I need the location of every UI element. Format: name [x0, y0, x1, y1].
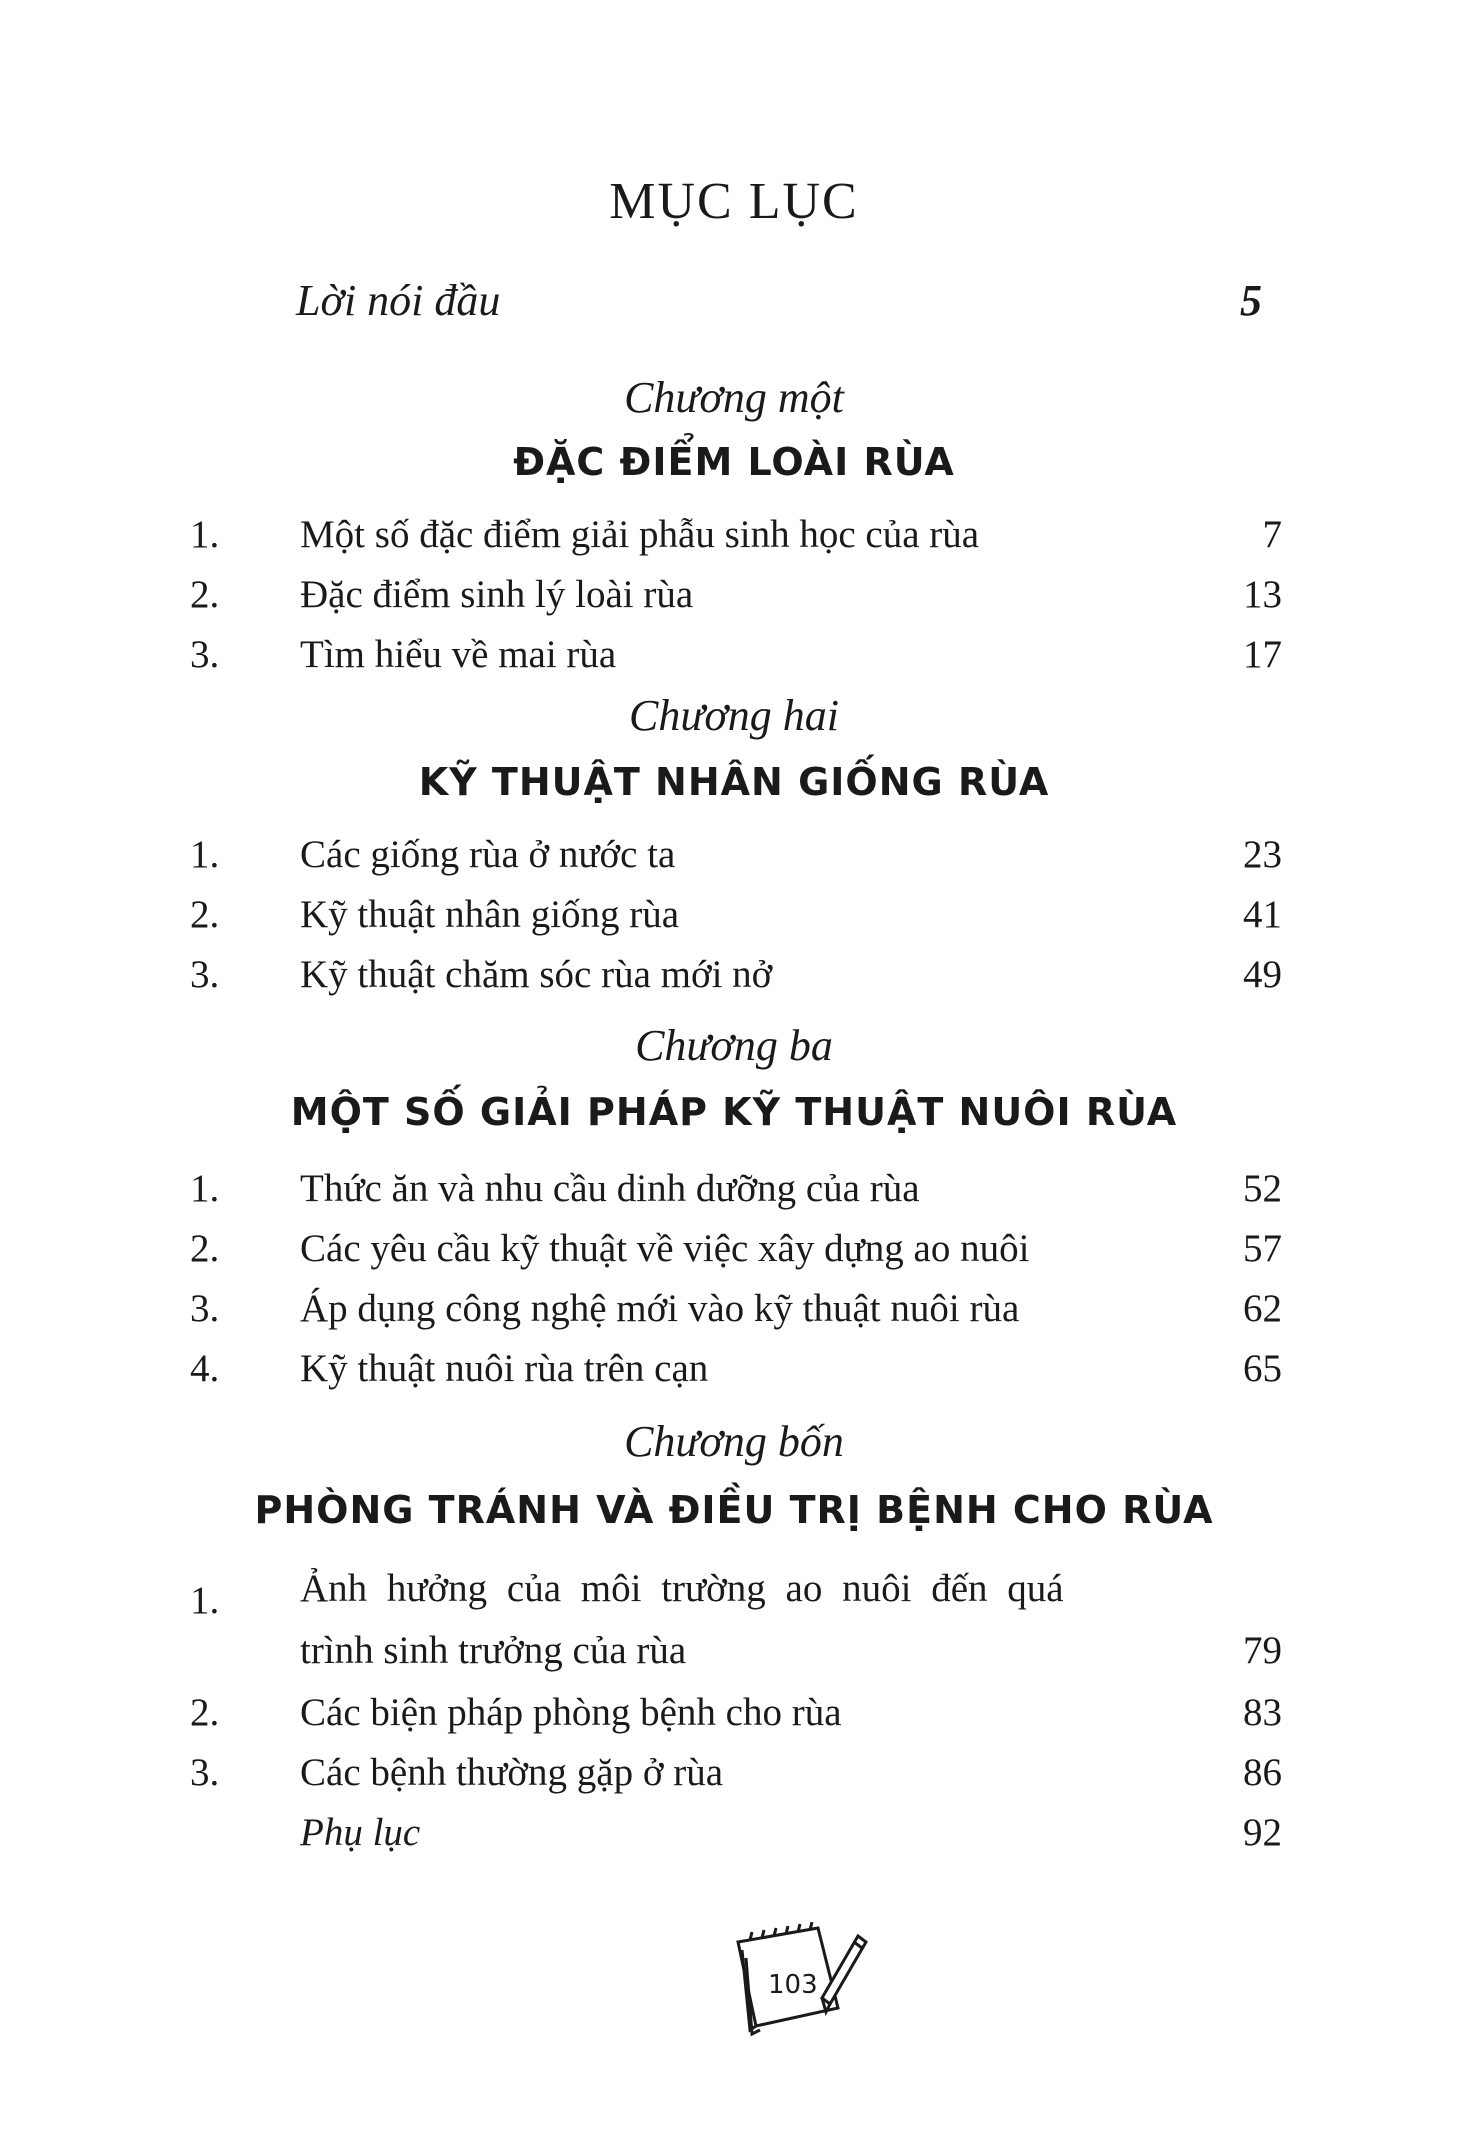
- chapter-4-label: Chương bốn: [624, 1417, 844, 1466]
- ch2-item-1-num: 1.: [190, 833, 220, 876]
- chapter-4-title: PHÒNG TRÁNH VÀ ĐIỀU TRỊ BỆNH CHO RÙA: [254, 1488, 1214, 1532]
- ch4-item-1-page: 79: [1243, 1629, 1282, 1672]
- ch1-item-3-page: 17: [1243, 633, 1282, 676]
- foreword-page: 5: [1240, 276, 1262, 325]
- ch2-item-2-page: 41: [1243, 893, 1282, 936]
- chapter-2-title: KỸ THUẬT NHÂN GIỐNG RÙA: [418, 760, 1050, 804]
- appendix-label: Phụ lục: [300, 1811, 421, 1854]
- ch3-item-2-page: 57: [1243, 1227, 1282, 1270]
- ch2-item-1-text: Các giống rùa ở nước ta: [300, 833, 676, 876]
- page-number: 103: [768, 1970, 818, 2000]
- ch2-item-2-text: Kỹ thuật nhân giống rùa: [300, 893, 680, 936]
- ch2-item-1-page: 23: [1243, 833, 1282, 876]
- ch3-item-4-text: Kỹ thuật nuôi rùa trên cạn: [300, 1347, 709, 1390]
- ch2-item-3-text: Kỹ thuật chăm sóc rùa mới nở: [300, 953, 773, 996]
- appendix-page: 92: [1243, 1811, 1282, 1854]
- ch4-item-1-text-line2: trình sinh trưởng của rùa: [300, 1629, 687, 1672]
- chapter-1-label: Chương một: [624, 373, 844, 422]
- ch4-item-3-page: 86: [1243, 1751, 1282, 1794]
- ch4-item-3-text: Các bệnh thường gặp ở rùa: [300, 1751, 724, 1794]
- ch1-item-1-text: Một số đặc điểm giải phẫu sinh học của rùa: [300, 513, 980, 556]
- chapter-3-title: MỘT SỐ GIẢI PHÁP KỸ THUẬT NUÔI RÙA: [290, 1090, 1178, 1134]
- ch1-item-2-text: Đặc điểm sinh lý loài rùa: [300, 573, 694, 616]
- ch1-item-3-text: Tìm hiểu về mai rùa: [300, 633, 617, 676]
- ch3-item-3-text: Áp dụng công nghệ mới vào kỹ thuật nuôi rùa: [300, 1287, 1020, 1330]
- ch1-item-2-num: 2.: [190, 573, 220, 616]
- ch4-item-1-text-line1: Ảnh hưởng của môi trường ao nuôi đến quá: [300, 1567, 1064, 1610]
- ch1-item-2-page: 13: [1243, 573, 1282, 616]
- chapter-2-label: Chương hai: [628, 691, 840, 740]
- ch2-item-2-num: 2.: [190, 893, 220, 936]
- foreword-label: Lời nói đầu: [296, 276, 501, 325]
- ch3-item-1-page: 52: [1243, 1167, 1282, 1210]
- ch3-item-2-text: Các yêu cầu kỹ thuật về việc xây dựng ao nuôi: [300, 1227, 1030, 1270]
- ch3-item-4-num: 4.: [190, 1347, 220, 1390]
- ch4-item-3-num: 3.: [190, 1751, 220, 1794]
- ch2-item-3-num: 3.: [190, 953, 220, 996]
- ch3-item-4-page: 65: [1243, 1347, 1282, 1390]
- page-number-badge: [730, 1922, 870, 2042]
- ch3-item-1-text: Thức ăn và nhu cầu dinh dưỡng của rùa: [300, 1167, 920, 1210]
- ch3-item-1-num: 1.: [190, 1167, 220, 1210]
- toc-title: MỤC LỤC: [609, 173, 859, 230]
- ch1-item-3-num: 3.: [190, 633, 220, 676]
- ch1-item-1-num: 1.: [190, 513, 220, 556]
- ch2-item-3-page: 49: [1243, 953, 1282, 996]
- ch3-item-2-num: 2.: [190, 1227, 220, 1270]
- ch4-item-2-page: 83: [1243, 1691, 1282, 1734]
- ch4-item-2-text: Các biện pháp phòng bệnh cho rùa: [300, 1691, 842, 1734]
- ch3-item-3-num: 3.: [190, 1287, 220, 1330]
- chapter-1-title: ĐẶC ĐIỂM LOÀI RÙA: [513, 440, 955, 484]
- chapter-3-label: Chương ba: [635, 1021, 833, 1070]
- ch3-item-3-page: 62: [1243, 1287, 1282, 1330]
- ch4-item-2-num: 2.: [190, 1691, 220, 1734]
- ch4-item-1-num: 1.: [190, 1579, 220, 1622]
- ch1-item-1-page: 7: [1262, 513, 1282, 556]
